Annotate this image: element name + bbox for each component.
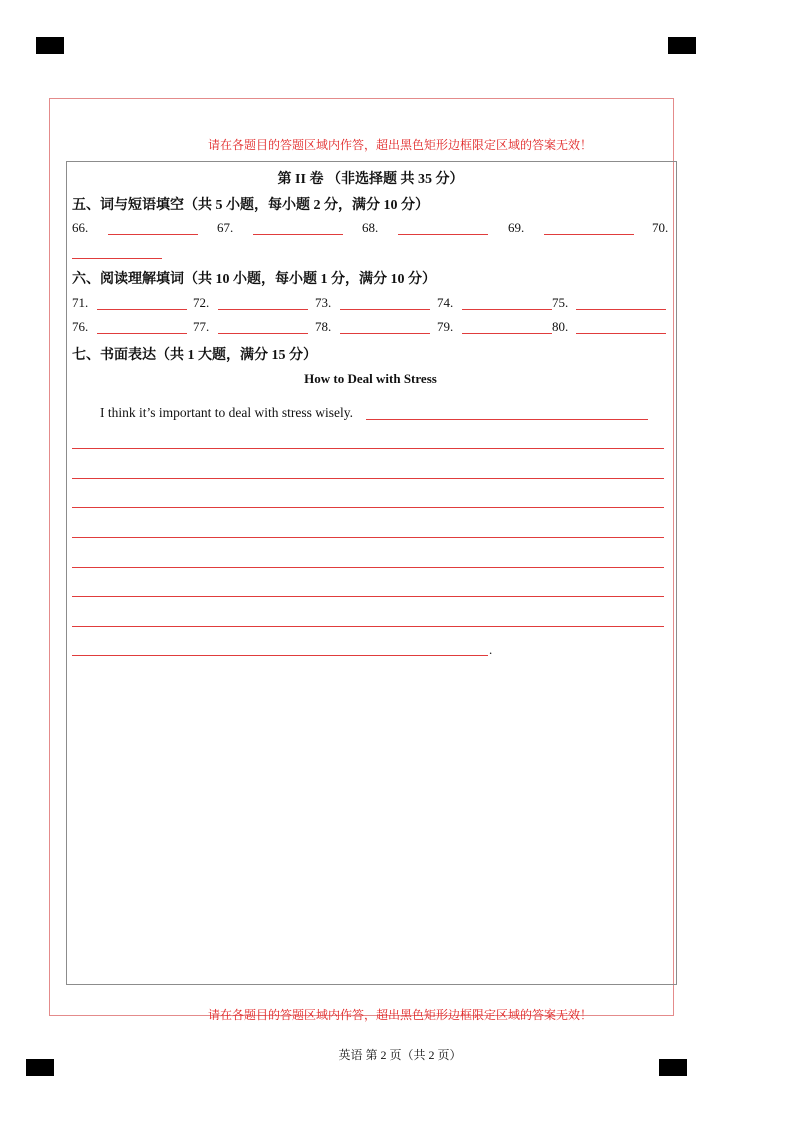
answer-blank-67[interactable] [253, 234, 343, 235]
question-74-label: 74. [437, 295, 454, 310]
answer-blank-68[interactable] [398, 234, 488, 235]
essay-line-1[interactable] [366, 419, 648, 420]
question-79-label: 79. [437, 319, 454, 334]
question-67-label: 67. [217, 220, 234, 235]
registration-marker-top-left [36, 37, 64, 54]
bottom-warning: 请在各题目的答题区域内作答，超出黑色矩形边框限定区域的答案无效！ [207, 1008, 592, 1022]
essay-ending-period: . [489, 642, 493, 657]
answer-blank-75[interactable] [576, 309, 666, 310]
answer-blank-76[interactable] [97, 333, 187, 334]
answer-blank-80[interactable] [576, 333, 666, 334]
question-71-label: 71. [72, 295, 89, 310]
part-title: 第 II 卷 （非选择题 共 35 分） [277, 172, 464, 187]
essay-line-9[interactable] [72, 655, 488, 656]
essay-line-2[interactable] [72, 448, 664, 449]
essay-line-3[interactable] [72, 478, 664, 479]
answer-blank-78[interactable] [340, 333, 430, 334]
question-73-label: 73. [315, 295, 332, 310]
essay-line-5[interactable] [72, 537, 664, 538]
section5-title: 五、词与短语填空（共 5 小题，每小题 2 分，满分 10 分） [72, 198, 429, 213]
answer-blank-73[interactable] [340, 309, 430, 310]
essay-line-6[interactable] [72, 567, 664, 568]
answer-blank-77[interactable] [218, 333, 308, 334]
answer-blank-66[interactable] [108, 234, 198, 235]
page-footer: 英语 第 2 页（共 2 页） [338, 1048, 462, 1062]
essay-line-4[interactable] [72, 507, 664, 508]
question-77-label: 77. [193, 319, 210, 334]
registration-marker-top-right [668, 37, 696, 54]
essay-line-8[interactable] [72, 626, 664, 627]
question-69-label: 69. [508, 220, 525, 235]
question-66-label: 66. [72, 220, 89, 235]
essay-opening-sentence: I think it’s important to deal with stress wisely. [100, 405, 353, 420]
top-warning: 请在各题目的答题区域内作答，超出黑色矩形边框限定区域的答案无效！ [207, 138, 592, 152]
question-76-label: 76. [72, 319, 89, 334]
section6-title: 六、阅读理解填词（共 10 小题，每小题 1 分，满分 10 分） [72, 272, 436, 287]
section7-title: 七、书面表达（共 1 大题，满分 15 分） [72, 348, 317, 363]
question-80-label: 80. [552, 319, 569, 334]
answer-blank-70[interactable] [72, 258, 162, 259]
answer-blank-69[interactable] [544, 234, 634, 235]
question-75-label: 75. [552, 295, 569, 310]
question-72-label: 72. [193, 295, 210, 310]
answer-blank-72[interactable] [218, 309, 308, 310]
question-78-label: 78. [315, 319, 332, 334]
answer-blank-71[interactable] [97, 309, 187, 310]
answer-blank-79[interactable] [462, 333, 552, 334]
essay-title: How to Deal with Stress [304, 371, 437, 386]
question-68-label: 68. [362, 220, 379, 235]
question-70-label: 70. [652, 220, 669, 235]
answer-blank-74[interactable] [462, 309, 552, 310]
essay-line-7[interactable] [72, 596, 664, 597]
